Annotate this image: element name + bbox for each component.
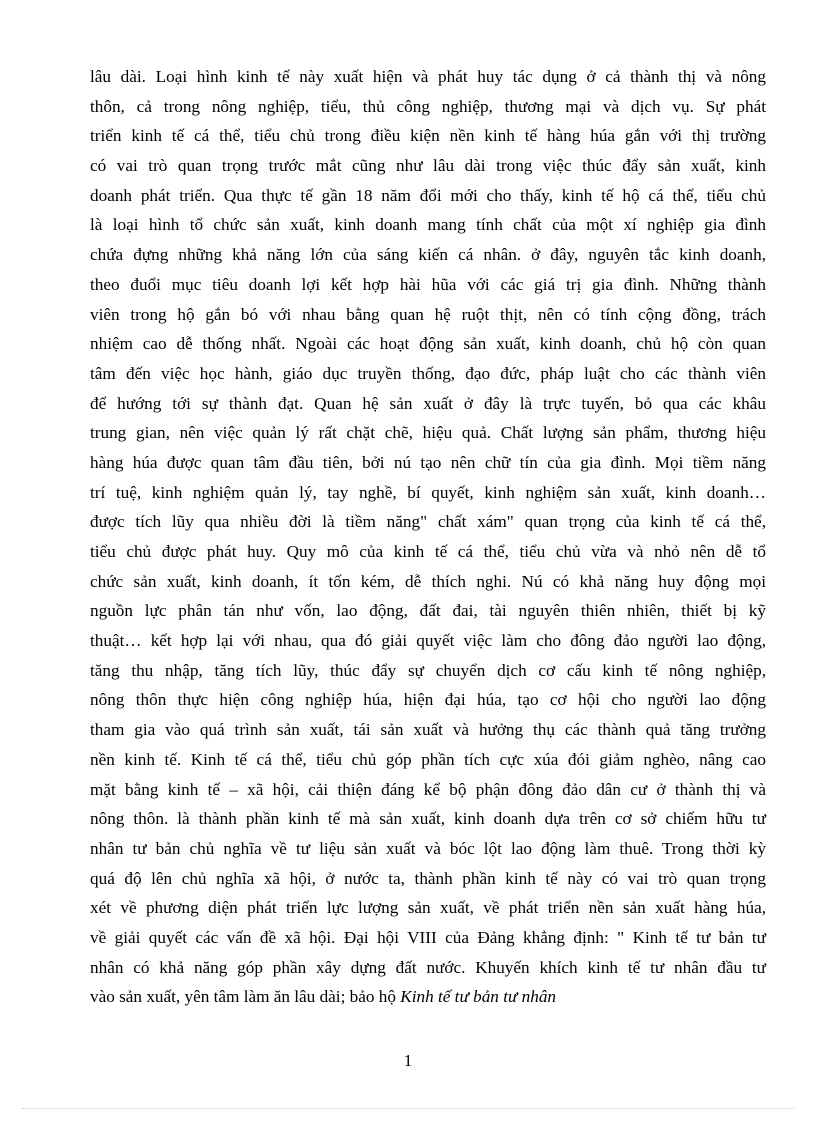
text-line-last — [90, 982, 766, 1012]
text-line: chức sản xuất, kinh doanh, ít tốn kém, dễ thích nghi. Nú có khả năng huy động mọi — [90, 571, 766, 591]
italic-heading-text: Kinh tế tư bản tư nhân — [400, 987, 557, 1007]
text-line: chứa đựng những khả năng lớn của sáng kiến cá nhân. ở đây, nguyên tắc kinh doanh, — [90, 245, 766, 265]
text-line: viên trong hộ gắn bó với nhau bằng quan hệ ruột thịt, nên có tính cộng đồng, trách — [90, 304, 766, 324]
text-line: doanh phát triển. Qua thực tế gần 18 năm đổi mới cho thấy, kinh tế hộ cá thể, tiểu chủ — [90, 185, 766, 205]
text-line: tham gia vào quá trình sản xuất, tái sản xuất và hưởng thụ các thành quả tăng trưởng — [90, 720, 766, 740]
text-line: triển kinh tế cá thể, tiểu chủ trong điều kiện nền kinh tế hàng húa gắn với thị trường — [90, 126, 766, 146]
body-paragraph — [90, 62, 766, 1012]
text-line: trung gian, nên việc quản lý rất chặt chẽ, hiệu quả. Chất lượng sản phẩm, thương hiệu — [90, 423, 766, 443]
page-number: 1 — [403, 1051, 413, 1070]
text-line: theo đuổi mục tiêu doanh lợi kết hợp hài hũa với các giá trị gia đình. Những thành — [90, 274, 766, 294]
text-line: hàng húa được quan tâm đầu tiên, bởi nú tạo nên chữ tín của gia đình. Mọi tiềm năng — [90, 452, 766, 472]
text-line: tăng thu nhập, tăng tích lũy, thúc đẩy sự chuyển dịch cơ cấu kinh tế nông nghiệp, — [90, 660, 766, 680]
page-bottom-edge — [22, 1108, 794, 1109]
text-line: nông thôn thực hiện công nghiệp húa, hiện đại húa, tạo cơ hội cho người lao động — [90, 690, 766, 710]
text-line: nền kinh tế. Kinh tế cá thể, tiểu chủ góp phần tích cực xúa đói giảm nghèo, nâng cao — [90, 749, 766, 769]
text-line: xét về phương diện phát triển lực lượng sản xuất, về phát triển nền sản xuất hàng húa, — [90, 898, 766, 918]
text-line: về giải quyết các vấn đề xã hội. Đại hội VIII của Đảng khẳng định: " Kinh tế tư bản tư — [90, 927, 766, 947]
text-line: nhiệm cao dễ thống nhất. Ngoài các hoạt động sản xuất, kinh doanh, chủ hộ còn quan — [90, 334, 766, 354]
text-line: lâu dài. Loại hình kinh tế này xuất hiện và phát huy tác dụng ở cả thành thị và nông — [90, 67, 766, 86]
text-line: quá độ lên chủ nghĩa xã hội, ở nước ta, thành phần kinh tế này có vai trò quan trọng — [90, 868, 766, 888]
text-line: nguồn lực phân tán như vốn, lao động, đất đai, tài nguyên thiên nhiên, thiết bị kỹ — [90, 601, 766, 621]
text-line: thôn, cả trong nông nghiệp, tiểu, thủ công nghiệp, thương mại và dịch vụ. Sự phát — [90, 96, 766, 116]
text-line: nông thôn. là thành phần kinh tế mà sản xuất, kinh doanh dựa trên cơ sở chiếm hữu tư — [90, 809, 766, 829]
text-line: thuật… kết hợp lại với nhau, qua đó giải quyết việc làm cho đông đảo người lao động, — [90, 631, 766, 651]
text-line: có vai trò quan trọng trước mắt cũng như lâu dài trong việc thúc đẩy sản xuất, kinh — [90, 156, 766, 176]
text-line: là loại hình tổ chức sản xuất, kinh doanh mang tính chất của một xí nghiệp gia đình — [90, 215, 766, 235]
text-line: nhân có khả năng góp phần xây dựng đất nước. Khuyến khích kinh tế tư nhân đầu tư — [90, 957, 766, 977]
text-line: tâm đến việc học hành, giáo dục truyền thống, đạo đức, pháp luật cho các thành viên — [90, 363, 766, 383]
text-line: trí tuệ, kinh nghiệm quản lý, tay nghề, bí quyết, kinh nghiệm sản xuất, kinh doanh… — [90, 482, 766, 502]
text-line: mặt bằng kinh tế – xã hội, cải thiện đáng kể bộ phận đông đảo dân cư ở thành thị và — [90, 779, 766, 799]
text-line: được tích lũy qua nhiều đời là tiềm năng" chất xám" quan trọng của kinh tế cá thể, — [90, 512, 766, 532]
last-line-text: vào sản xuất, yên tâm làm ăn lâu dài; bảo hộ — [90, 987, 401, 1007]
text-line: nhân tư bản chủ nghĩa về tư liệu sản xuất và bóc lột lao động làm thuê. Trong thời kỳ — [90, 838, 766, 858]
text-line: tiểu chủ được phát huy. Quy mô của kinh tế cá thể, tiểu chủ vừa và nhỏ nên dễ tổ — [90, 542, 766, 561]
text-line: để hướng tới sự thành đạt. Quan hệ sản xuất ở đây là trực tuyến, bỏ qua các khâu — [90, 393, 766, 413]
